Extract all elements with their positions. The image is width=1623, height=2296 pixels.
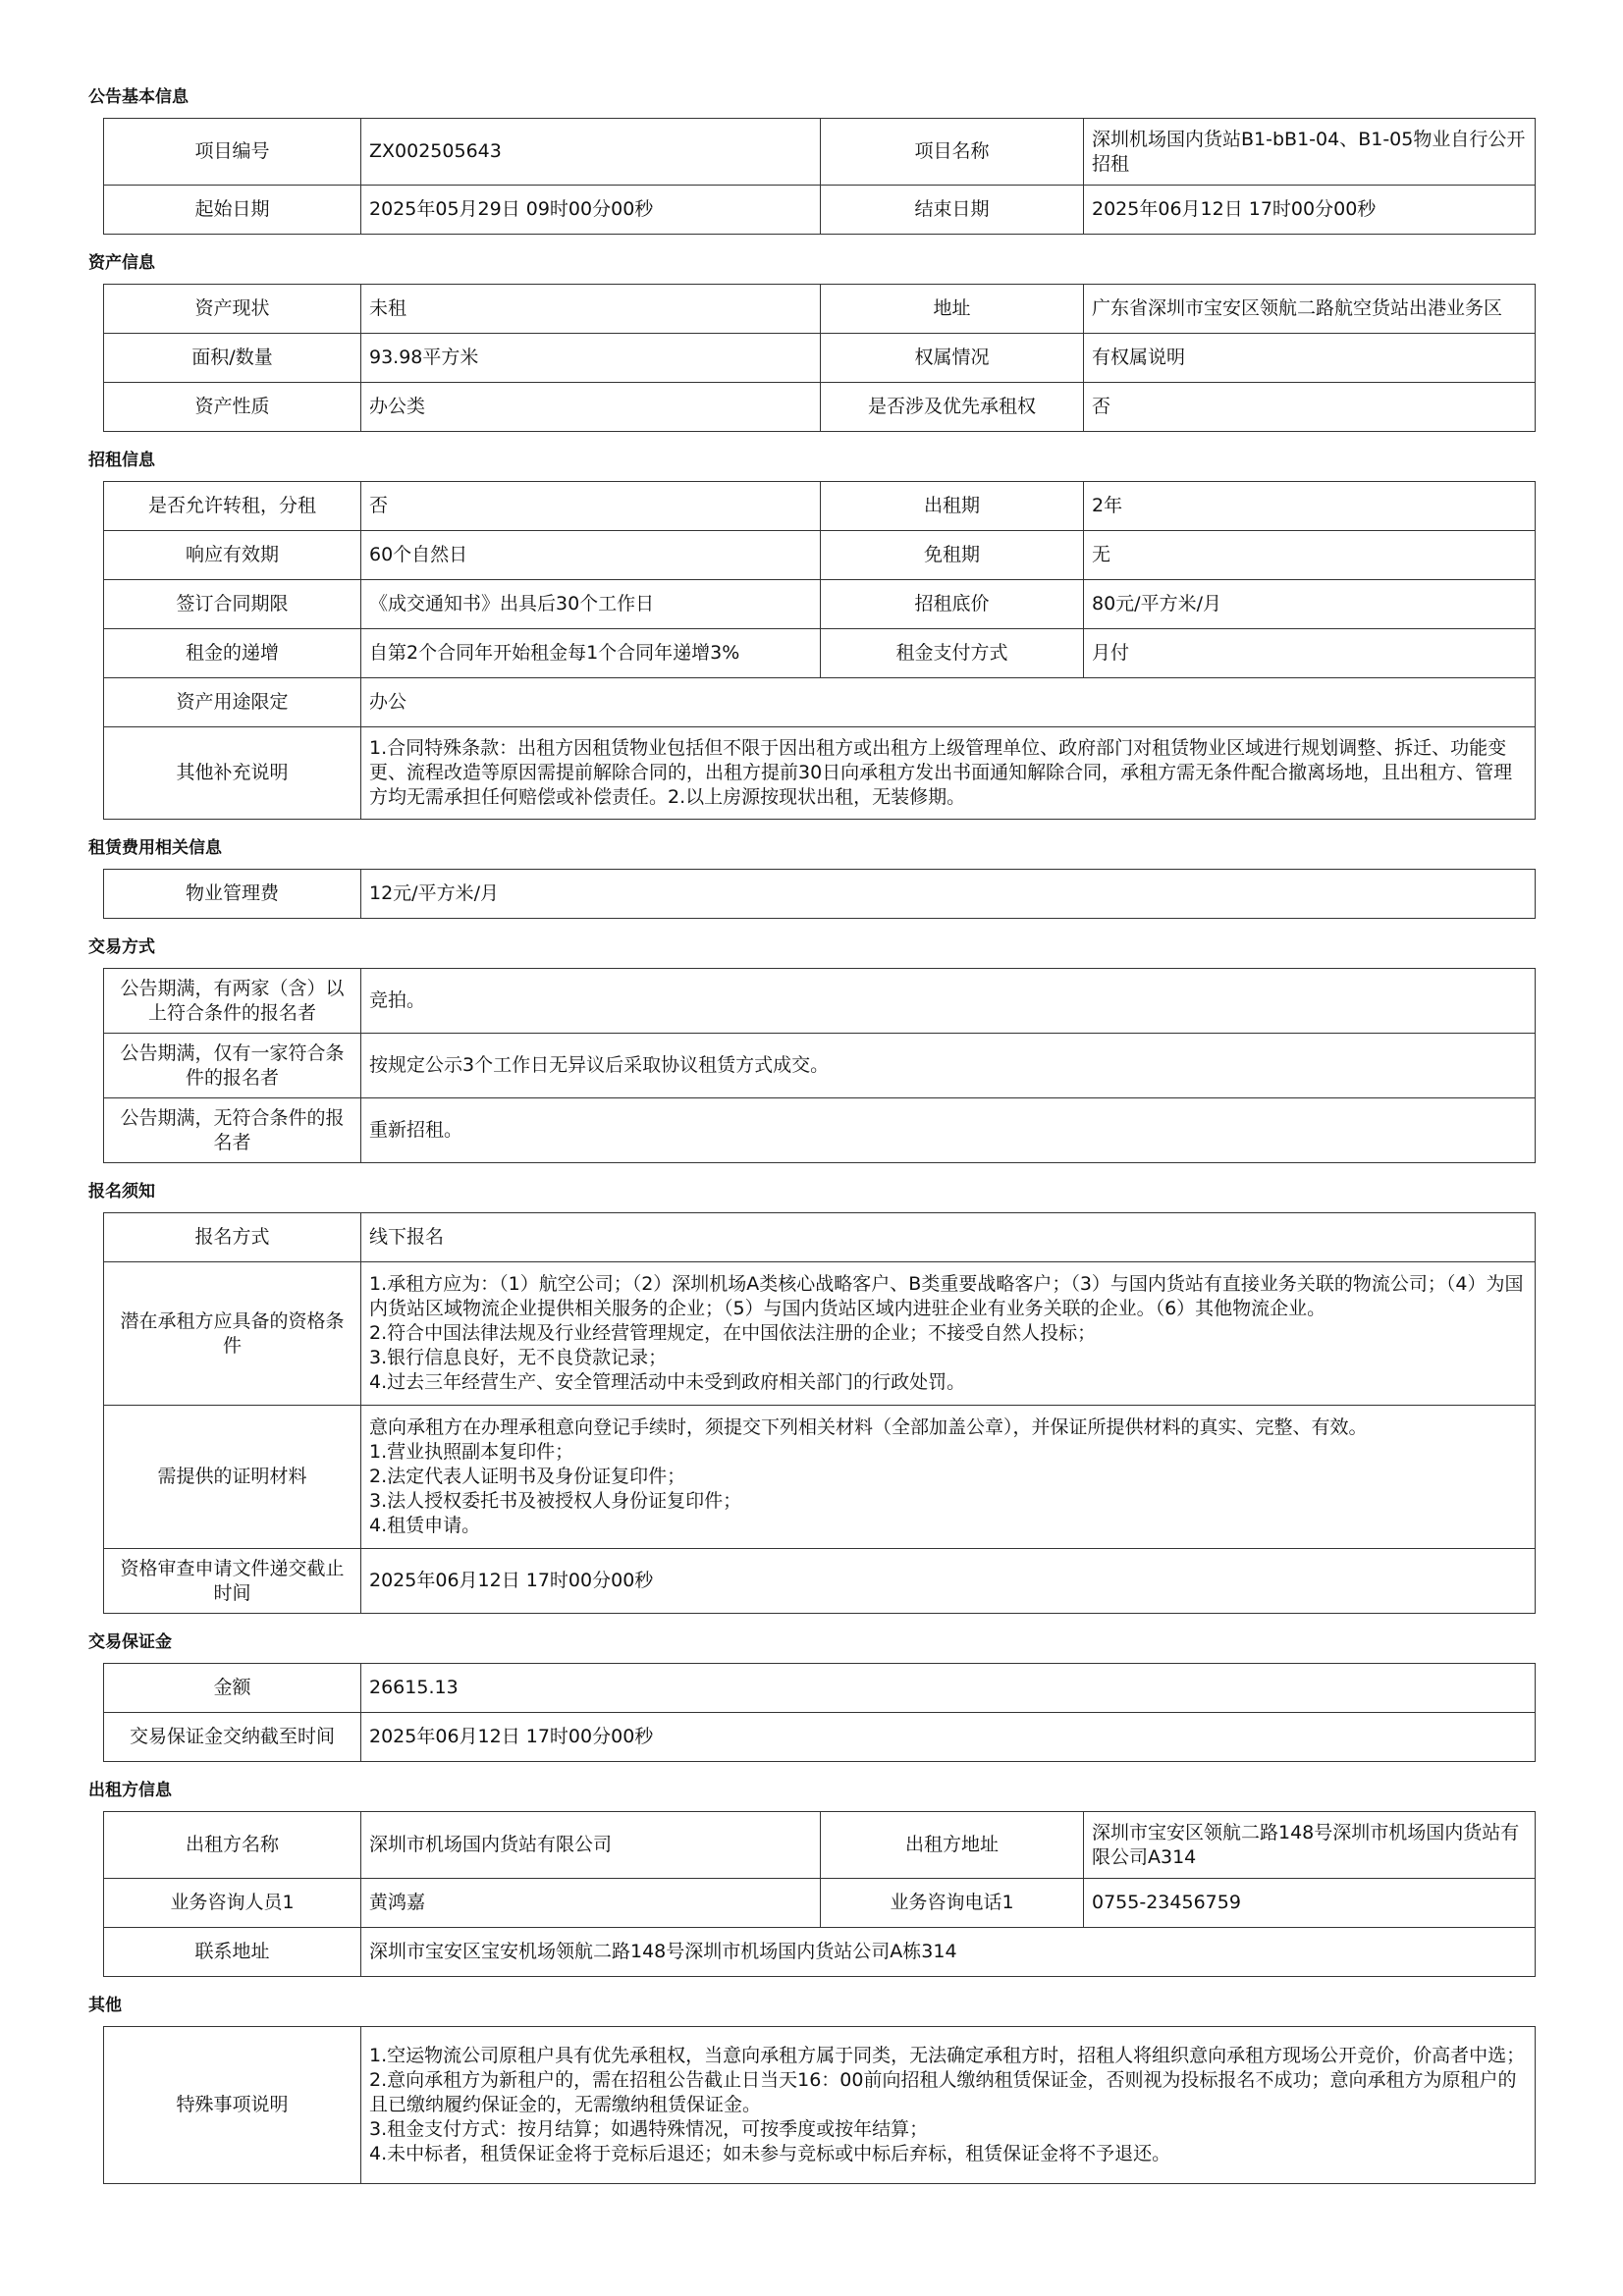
section-deposit: [88, 1631, 1535, 1762]
payment-label: 租金支付方式: [821, 629, 1084, 678]
qualification-label: 潜在承租方应具备的资格条件: [104, 1262, 361, 1406]
section-trade-method: [88, 936, 1535, 1163]
rights-label: 权属情况: [821, 334, 1084, 383]
table-row: [104, 2027, 1536, 2184]
nature-value: 办公类: [361, 383, 821, 432]
contact-person-value: 黄鸿嘉: [361, 1879, 821, 1928]
valid-value: 60个自然日: [361, 531, 821, 580]
sign-value: 《成交通知书》出具后30个工作日: [361, 580, 821, 629]
multi-bidders-label: 公告期满，有两家（含）以上符合条件的报名者: [104, 969, 361, 1034]
lease-info-table: [103, 481, 1536, 820]
contact-phone-label: 业务咨询电话1: [821, 1879, 1084, 1928]
usage-label: 资产用途限定: [104, 678, 361, 727]
documents-line: 3.法人授权委托书及被授权人身份证复印件；: [369, 1490, 742, 1512]
section-other: [88, 1995, 1535, 2184]
single-bidder-label: 公告期满，仅有一家符合条件的报名者: [104, 1034, 361, 1098]
deposit-table: [103, 1663, 1536, 1762]
free-value: 无: [1084, 531, 1536, 580]
section-title: 公告基本信息: [88, 87, 189, 107]
section-signup: [88, 1181, 1535, 1614]
section-title: 租赁费用相关信息: [88, 838, 222, 858]
deposit-due-value: 2025年06月12日 17时00分00秒: [361, 1713, 1536, 1762]
base-price-label: 招租底价: [821, 580, 1084, 629]
table-row: [104, 1713, 1536, 1762]
project-name-label: 项目名称: [821, 119, 1084, 186]
section-title: 交易保证金: [88, 1632, 172, 1652]
address-label: 地址: [821, 285, 1084, 334]
table-row: [104, 727, 1536, 820]
table-row: [104, 870, 1536, 919]
base-price-value: 80元/平方米/月: [1084, 580, 1536, 629]
sublet-label: 是否允许转租，分租: [104, 482, 361, 531]
table-row: [104, 383, 1536, 432]
end-date-value: 2025年06月12日 17时00分00秒: [1084, 186, 1536, 235]
no-bidder-value: 重新招租。: [361, 1098, 1536, 1163]
documents-line: 4.租赁申请。: [369, 1515, 481, 1536]
start-date-value: 2025年05月29日 09时00分00秒: [361, 186, 821, 235]
deposit-due-label: 交易保证金交纳截至时间: [104, 1713, 361, 1762]
contact-address-value: 深圳市宝安区宝安机场领航二路148号深圳市机场国内货站公司A栋314: [361, 1928, 1536, 1977]
qualification-line: 2.符合中国法律法规及行业经营管理规定，在中国依法注册的企业；不接受自然人投标；: [369, 1322, 1097, 1344]
section-title: 出租方信息: [88, 1781, 172, 1800]
special-notes-line: 2.意向承租方为新租户的，需在招租公告截止日当天16：00前向招租人缴纳租赁保证金，否则视为投标报名不成功；意向承租方为原租户的且已缴纳履约保证金的，无需缴纳租赁保证金。: [369, 2069, 1517, 2115]
other-notes-label: 其他补充说明: [104, 727, 361, 820]
special-notes-label: 特殊事项说明: [104, 2027, 361, 2184]
special-notes-line: 4.未中标者，租赁保证金将于竞标后退还；如未参与竞标或中标后弃标，租赁保证金将不予退还。: [369, 2143, 1171, 2164]
payment-value: 月付: [1084, 629, 1536, 678]
lessor-address-label: 出租方地址: [821, 1812, 1084, 1879]
increase-label: 租金的递增: [104, 629, 361, 678]
term-value: 2年: [1084, 482, 1536, 531]
asset-status-label: 资产现状: [104, 285, 361, 334]
section-asset-info: [88, 252, 1535, 432]
section-fees: [88, 837, 1535, 919]
table-row: [104, 1928, 1536, 1977]
table-row: [104, 1262, 1536, 1406]
multi-bidders-value: 竞拍。: [361, 969, 1536, 1034]
qualification-line: 1.承租方应为：（1）航空公司；（2）深圳机场A类核心战略客户、B类重要战略客户；（3）与国内货站有直接业务关联的物流公司；（4）为国内货站区域物流企业提供相关服务的企业；（5）与国内货站区域内进驻企业有业务关联的企业。（6）其他物流企业。: [369, 1273, 1524, 1319]
end-date-label: 结束日期: [821, 186, 1084, 235]
lessor-table: [103, 1811, 1536, 1977]
sign-label: 签订合同期限: [104, 580, 361, 629]
lessor-name-label: 出租方名称: [104, 1812, 361, 1879]
table-row: [104, 969, 1536, 1034]
qualification-line: 3.银行信息良好，无不良贷款记录；: [369, 1347, 668, 1368]
asset-info-table: [103, 284, 1536, 432]
table-row: [104, 1879, 1536, 1928]
table-row: [104, 1098, 1536, 1163]
table-row: [104, 1549, 1536, 1614]
trade-method-table: [103, 968, 1536, 1163]
section-title: 交易方式: [88, 937, 155, 957]
signup-method-label: 报名方式: [104, 1213, 361, 1262]
lessor-name-value: 深圳市机场国内货站有限公司: [361, 1812, 821, 1879]
increase-value: 自第2个合同年开始租金每1个合同年递增3%: [361, 629, 821, 678]
mgmt-fee-label: 物业管理费: [104, 870, 361, 919]
project-name-value: 深圳机场国内货站B1-bB1-04、B1-05物业自行公开招租: [1084, 119, 1536, 186]
deposit-amount-value: 26615.13: [361, 1664, 1536, 1713]
table-row: [104, 580, 1536, 629]
table-row: [104, 482, 1536, 531]
qualification-value: [361, 1262, 1536, 1406]
table-row: [104, 334, 1536, 383]
table-row: [104, 1406, 1536, 1549]
contact-person-label: 业务咨询人员1: [104, 1879, 361, 1928]
project-no-value: ZX002505643: [361, 119, 821, 186]
rights-value: 有权属说明: [1084, 334, 1536, 383]
documents-line: 意向承租方在办理承租意向登记手续时，须提交下列相关材料（全部加盖公章），并保证所提供材料的真实、完整、有效。: [369, 1416, 1368, 1438]
table-row: [104, 531, 1536, 580]
table-row: [104, 1812, 1536, 1879]
area-label: 面积/数量: [104, 334, 361, 383]
qualification-line: 4.过去三年经营生产、安全管理活动中未受到政府相关部门的行政处罚。: [369, 1371, 966, 1393]
sublet-value: 否: [361, 482, 821, 531]
table-row: [104, 186, 1536, 235]
review-deadline-value: 2025年06月12日 17时00分00秒: [361, 1549, 1536, 1614]
table-row: [104, 1213, 1536, 1262]
documents-line: 1.营业执照副本复印件；: [369, 1441, 574, 1463]
signup-table: [103, 1212, 1536, 1614]
mgmt-fee-value: 12元/平方米/月: [361, 870, 1536, 919]
address-value: 广东省深圳市宝安区领航二路航空货站出港业务区: [1084, 285, 1536, 334]
section-title: 招租信息: [88, 451, 155, 470]
project-no-label: 项目编号: [104, 119, 361, 186]
priority-label: 是否涉及优先承租权: [821, 383, 1084, 432]
nature-label: 资产性质: [104, 383, 361, 432]
contact-phone-value: 0755-23456759: [1084, 1879, 1536, 1928]
single-bidder-value: 按规定公示3个工作日无异议后采取协议租赁方式成交。: [361, 1034, 1536, 1098]
section-title: 报名须知: [88, 1182, 155, 1201]
free-label: 免租期: [821, 531, 1084, 580]
usage-value: 办公: [361, 678, 1536, 727]
deposit-amount-label: 金额: [104, 1664, 361, 1713]
signup-method-value: 线下报名: [361, 1213, 1536, 1262]
special-notes-line: 1.空运物流公司原租户具有优先承租权，当意向承租方属于同类，无法确定承租方时，招租人将组织意向承租方现场公开竞价，价高者中选；: [369, 2045, 1526, 2066]
area-value: 93.98平方米: [361, 334, 821, 383]
table-row: [104, 285, 1536, 334]
start-date-label: 起始日期: [104, 186, 361, 235]
documents-value: [361, 1406, 1536, 1549]
table-row: [104, 119, 1536, 186]
documents-label: 需提供的证明材料: [104, 1406, 361, 1549]
section-lessor: [88, 1780, 1535, 1977]
lessor-address-value: 深圳市宝安区领航二路148号深圳市机场国内货站有限公司A314: [1084, 1812, 1536, 1879]
review-deadline-label: 资格审查申请文件递交截止时间: [104, 1549, 361, 1614]
table-row: [104, 1034, 1536, 1098]
table-row: [104, 1664, 1536, 1713]
document-page: [88, 86, 1535, 2202]
fees-table: [103, 869, 1536, 919]
valid-label: 响应有效期: [104, 531, 361, 580]
section-title: 资产信息: [88, 253, 155, 273]
special-notes-value: [361, 2027, 1536, 2184]
term-label: 出租期: [821, 482, 1084, 531]
section-basic-info: [88, 86, 1535, 235]
other-notes-value: 1.合同特殊条款：出租方因租赁物业包括但不限于因出租方或出租方上级管理单位、政府部门对租赁物业区域进行规划调整、拆迁、功能变更、流程改造等原因需提前解除合同的，出租方提前30日向承租方发出书面通知解除合同，承租方需无条件配合撤离场地，且出租方、管理方均无需承担任何赔偿或补偿责任。2.以上房源按现状出租，无装修期。: [361, 727, 1536, 820]
table-row: [104, 629, 1536, 678]
special-notes-line: 3.租金支付方式：按月结算；如遇特殊情况，可按季度或按年结算；: [369, 2118, 929, 2140]
asset-status-value: 未租: [361, 285, 821, 334]
documents-line: 2.法定代表人证明书及身份证复印件；: [369, 1466, 686, 1487]
section-lease-info: [88, 450, 1535, 820]
priority-value: 否: [1084, 383, 1536, 432]
no-bidder-label: 公告期满，无符合条件的报名者: [104, 1098, 361, 1163]
table-row: [104, 678, 1536, 727]
section-title: 其他: [88, 1996, 122, 2015]
contact-address-label: 联系地址: [104, 1928, 361, 1977]
other-table: [103, 2026, 1536, 2184]
basic-info-table: [103, 118, 1536, 235]
